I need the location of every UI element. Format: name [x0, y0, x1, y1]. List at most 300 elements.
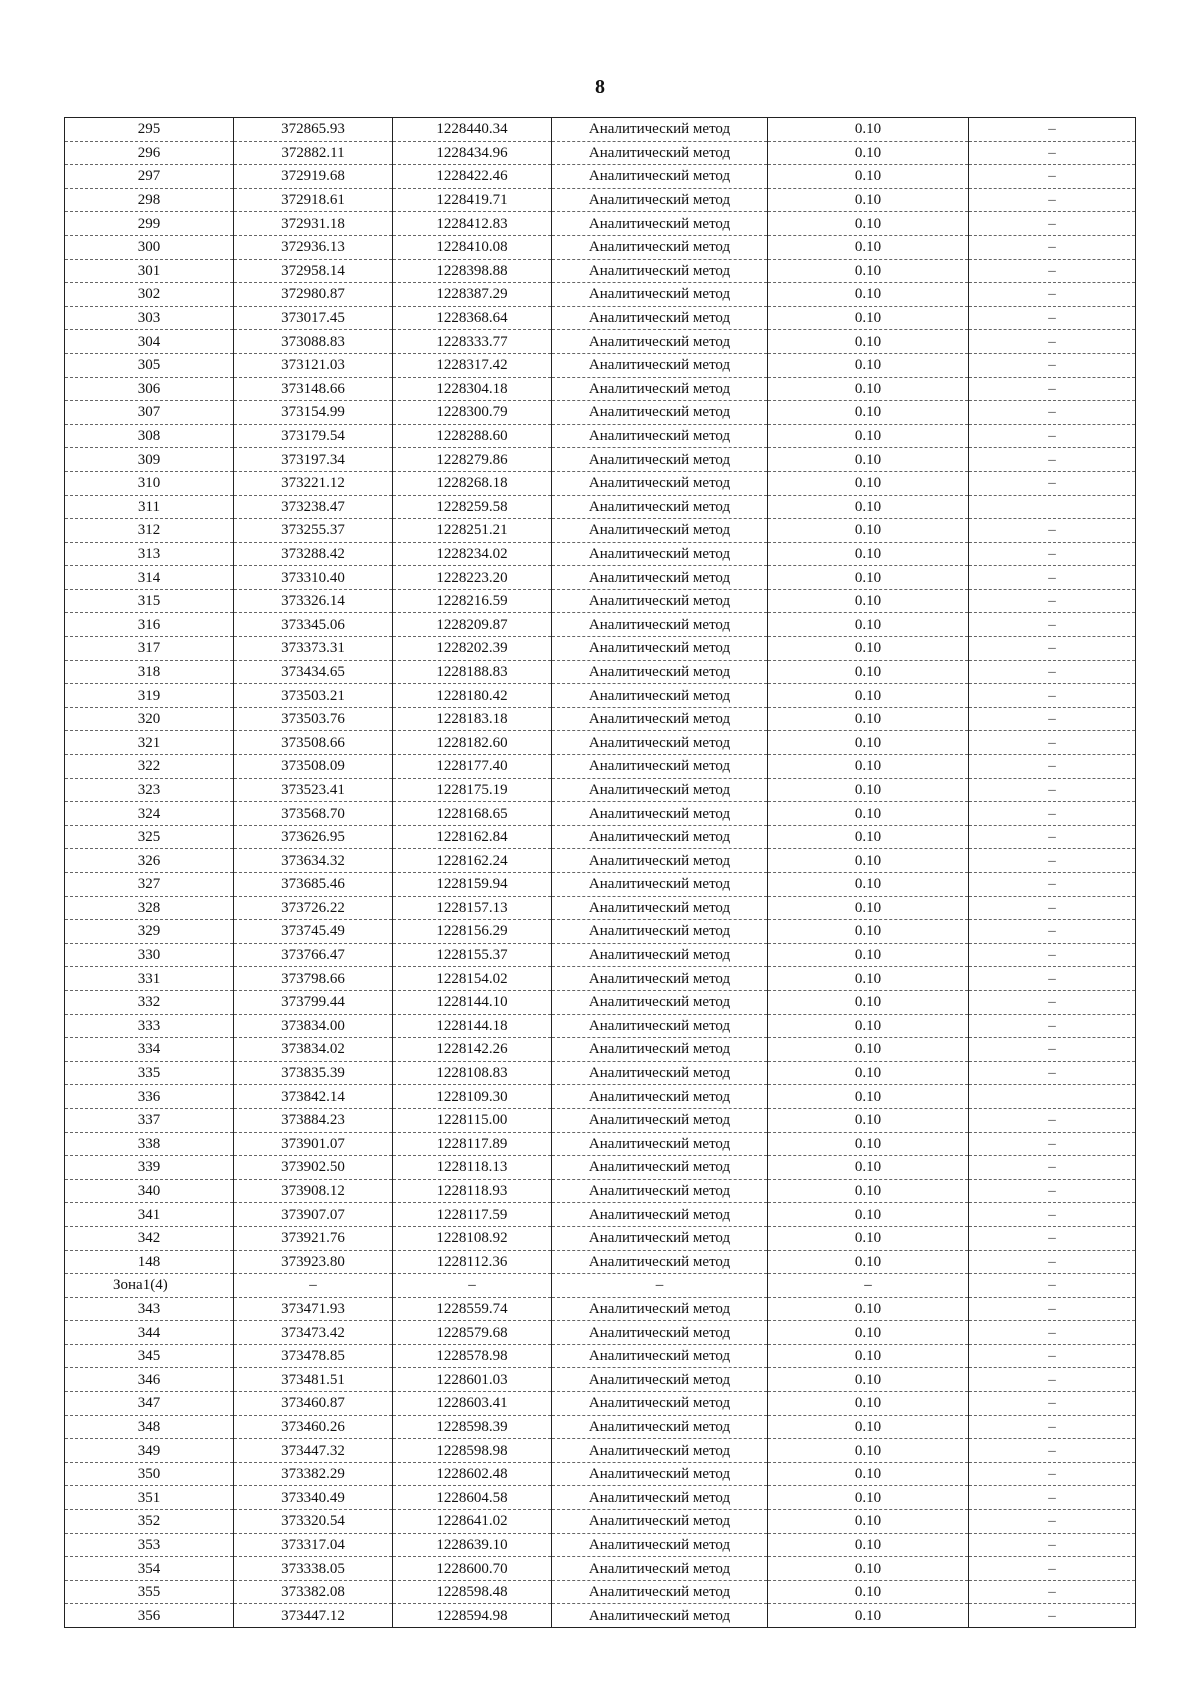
- x-coordinate-cell: 372919.68: [234, 165, 393, 189]
- table-row: [65, 707, 1136, 731]
- y-coordinate-cell: 1228598.39: [393, 1415, 552, 1439]
- method-cell: Аналитический метод: [552, 920, 768, 944]
- point-number-cell: 334: [65, 1038, 234, 1062]
- y-coordinate-cell: 1228216.59: [393, 589, 552, 613]
- description-cell: –: [969, 353, 1136, 377]
- description-cell: –: [969, 1038, 1136, 1062]
- x-coordinate-cell: 373447.32: [234, 1439, 393, 1463]
- point-number-cell: 335: [65, 1061, 234, 1085]
- y-coordinate-cell: 1228410.08: [393, 235, 552, 259]
- point-number-cell: 333: [65, 1014, 234, 1038]
- y-coordinate-cell: 1228183.18: [393, 707, 552, 731]
- table-row: [65, 1250, 1136, 1274]
- y-coordinate-cell: 1228180.42: [393, 684, 552, 708]
- accuracy-cell: 0.10: [768, 1557, 969, 1581]
- table-row: [65, 1533, 1136, 1557]
- y-coordinate-cell: 1228109.30: [393, 1085, 552, 1109]
- accuracy-cell: 0.10: [768, 589, 969, 613]
- y-coordinate-cell: 1228300.79: [393, 401, 552, 425]
- y-coordinate-cell: 1228115.00: [393, 1108, 552, 1132]
- method-cell: Аналитический метод: [552, 330, 768, 354]
- method-cell: Аналитический метод: [552, 542, 768, 566]
- description-cell: –: [969, 1321, 1136, 1345]
- x-coordinate-cell: –: [234, 1274, 393, 1298]
- description-cell: –: [969, 377, 1136, 401]
- method-cell: Аналитический метод: [552, 684, 768, 708]
- point-number-cell: 354: [65, 1557, 234, 1581]
- y-coordinate-cell: 1228639.10: [393, 1533, 552, 1557]
- accuracy-cell: 0.10: [768, 731, 969, 755]
- point-number-cell: 336: [65, 1085, 234, 1109]
- table-row: [65, 589, 1136, 613]
- description-cell: –: [969, 424, 1136, 448]
- x-coordinate-cell: 373902.50: [234, 1156, 393, 1180]
- point-number-cell: 347: [65, 1392, 234, 1416]
- y-coordinate-cell: 1228333.77: [393, 330, 552, 354]
- x-coordinate-cell: 373921.76: [234, 1226, 393, 1250]
- method-cell: Аналитический метод: [552, 566, 768, 590]
- x-coordinate-cell: 372958.14: [234, 259, 393, 283]
- y-coordinate-cell: 1228117.59: [393, 1203, 552, 1227]
- y-coordinate-cell: 1228604.58: [393, 1486, 552, 1510]
- description-cell: –: [969, 1557, 1136, 1581]
- accuracy-cell: 0.10: [768, 353, 969, 377]
- method-cell: Аналитический метод: [552, 990, 768, 1014]
- accuracy-cell: 0.10: [768, 1344, 969, 1368]
- point-number-cell: 325: [65, 825, 234, 849]
- y-coordinate-cell: 1228578.98: [393, 1344, 552, 1368]
- y-coordinate-cell: 1228175.19: [393, 778, 552, 802]
- x-coordinate-cell: 373326.14: [234, 589, 393, 613]
- x-coordinate-cell: 373626.95: [234, 825, 393, 849]
- method-cell: Аналитический метод: [552, 235, 768, 259]
- accuracy-cell: 0.10: [768, 1462, 969, 1486]
- method-cell: Аналитический метод: [552, 1179, 768, 1203]
- description-cell: –: [969, 613, 1136, 637]
- accuracy-cell: 0.10: [768, 1510, 969, 1534]
- x-coordinate-cell: 373901.07: [234, 1132, 393, 1156]
- y-coordinate-cell: 1228598.48: [393, 1580, 552, 1604]
- table-row: [65, 566, 1136, 590]
- point-number-cell: 320: [65, 707, 234, 731]
- table-row: [65, 259, 1136, 283]
- description-cell: –: [969, 1250, 1136, 1274]
- accuracy-cell: 0.10: [768, 778, 969, 802]
- y-coordinate-cell: 1228603.41: [393, 1392, 552, 1416]
- description-cell: –: [969, 1156, 1136, 1180]
- y-coordinate-cell: 1228579.68: [393, 1321, 552, 1345]
- y-coordinate-cell: 1228182.60: [393, 731, 552, 755]
- accuracy-cell: 0.10: [768, 1038, 969, 1062]
- accuracy-cell: 0.10: [768, 1203, 969, 1227]
- accuracy-cell: 0.10: [768, 684, 969, 708]
- accuracy-cell: 0.10: [768, 519, 969, 543]
- y-coordinate-cell: 1228412.83: [393, 212, 552, 236]
- y-coordinate-cell: 1228598.98: [393, 1439, 552, 1463]
- x-coordinate-cell: 373154.99: [234, 401, 393, 425]
- point-number-cell: 302: [65, 283, 234, 307]
- table-row: [65, 283, 1136, 307]
- table-row: [65, 849, 1136, 873]
- method-cell: Аналитический метод: [552, 353, 768, 377]
- y-coordinate-cell: 1228108.83: [393, 1061, 552, 1085]
- point-number-cell: 310: [65, 471, 234, 495]
- method-cell: Аналитический метод: [552, 306, 768, 330]
- y-coordinate-cell: 1228202.39: [393, 637, 552, 661]
- description-cell: –: [969, 1344, 1136, 1368]
- description-cell: –: [969, 1580, 1136, 1604]
- point-number-cell: 309: [65, 448, 234, 472]
- accuracy-cell: 0.10: [768, 967, 969, 991]
- table-row: [65, 943, 1136, 967]
- method-cell: Аналитический метод: [552, 1486, 768, 1510]
- description-cell: –: [969, 1439, 1136, 1463]
- method-cell: Аналитический метод: [552, 1557, 768, 1581]
- page-number: 8: [595, 76, 605, 98]
- point-number-cell: 338: [65, 1132, 234, 1156]
- method-cell: Аналитический метод: [552, 1085, 768, 1109]
- accuracy-cell: 0.10: [768, 495, 969, 519]
- accuracy-cell: 0.10: [768, 188, 969, 212]
- point-number-cell: 311: [65, 495, 234, 519]
- point-number-cell: 305: [65, 353, 234, 377]
- table-row: [65, 802, 1136, 826]
- method-cell: Аналитический метод: [552, 849, 768, 873]
- accuracy-cell: 0.10: [768, 990, 969, 1014]
- method-cell: Аналитический метод: [552, 802, 768, 826]
- x-coordinate-cell: 372936.13: [234, 235, 393, 259]
- x-coordinate-cell: 373508.66: [234, 731, 393, 755]
- description-cell: –: [969, 401, 1136, 425]
- point-number-cell: 348: [65, 1415, 234, 1439]
- point-number-cell: 314: [65, 566, 234, 590]
- method-cell: Аналитический метод: [552, 1392, 768, 1416]
- table-row: [65, 235, 1136, 259]
- accuracy-cell: 0.10: [768, 330, 969, 354]
- accuracy-cell: 0.10: [768, 1321, 969, 1345]
- x-coordinate-cell: 373908.12: [234, 1179, 393, 1203]
- method-cell: Аналитический метод: [552, 259, 768, 283]
- table-row: [65, 401, 1136, 425]
- x-coordinate-cell: 373503.21: [234, 684, 393, 708]
- table-row: [65, 1297, 1136, 1321]
- point-number-cell: 345: [65, 1344, 234, 1368]
- method-cell: Аналитический метод: [552, 1439, 768, 1463]
- method-cell: Аналитический метод: [552, 212, 768, 236]
- x-coordinate-cell: 372931.18: [234, 212, 393, 236]
- description-cell: –: [969, 1274, 1136, 1298]
- table-row: [65, 1321, 1136, 1345]
- x-coordinate-cell: 373310.40: [234, 566, 393, 590]
- table-row: [65, 306, 1136, 330]
- table-row: [65, 188, 1136, 212]
- table-row: [65, 1108, 1136, 1132]
- y-coordinate-cell: 1228162.24: [393, 849, 552, 873]
- method-cell: Аналитический метод: [552, 1203, 768, 1227]
- y-coordinate-cell: 1228188.83: [393, 660, 552, 684]
- point-number-cell: 322: [65, 755, 234, 779]
- x-coordinate-cell: 373842.14: [234, 1085, 393, 1109]
- y-coordinate-cell: 1228594.98: [393, 1604, 552, 1628]
- x-coordinate-cell: 373088.83: [234, 330, 393, 354]
- y-coordinate-cell: 1228602.48: [393, 1462, 552, 1486]
- y-coordinate-cell: 1228268.18: [393, 471, 552, 495]
- method-cell: Аналитический метод: [552, 589, 768, 613]
- x-coordinate-cell: 373923.80: [234, 1250, 393, 1274]
- x-coordinate-cell: 373834.00: [234, 1014, 393, 1038]
- table-row: [65, 873, 1136, 897]
- description-cell: –: [969, 778, 1136, 802]
- accuracy-cell: 0.10: [768, 613, 969, 637]
- accuracy-cell: 0.10: [768, 755, 969, 779]
- point-number-cell: 317: [65, 637, 234, 661]
- table-row: [65, 519, 1136, 543]
- point-number-cell: 298: [65, 188, 234, 212]
- point-number-cell: 296: [65, 141, 234, 165]
- point-number-cell: 353: [65, 1533, 234, 1557]
- table-row: [65, 1132, 1136, 1156]
- point-number-cell: 301: [65, 259, 234, 283]
- accuracy-cell: 0.10: [768, 1179, 969, 1203]
- point-number-cell: 341: [65, 1203, 234, 1227]
- accuracy-cell: 0.10: [768, 896, 969, 920]
- description-cell: –: [969, 471, 1136, 495]
- description-cell: –: [969, 920, 1136, 944]
- point-number-cell: 326: [65, 849, 234, 873]
- method-cell: Аналитический метод: [552, 1250, 768, 1274]
- x-coordinate-cell: 372865.93: [234, 118, 393, 142]
- x-coordinate-cell: 373340.49: [234, 1486, 393, 1510]
- table-row: [65, 448, 1136, 472]
- description-cell: –: [969, 1368, 1136, 1392]
- method-cell: Аналитический метод: [552, 755, 768, 779]
- description-cell: –: [969, 731, 1136, 755]
- table-row: [65, 1604, 1136, 1628]
- description-cell: –: [969, 1510, 1136, 1534]
- y-coordinate-cell: 1228317.42: [393, 353, 552, 377]
- accuracy-cell: 0.10: [768, 1061, 969, 1085]
- table-row: [65, 1462, 1136, 1486]
- x-coordinate-cell: 373508.09: [234, 755, 393, 779]
- method-cell: Аналитический метод: [552, 660, 768, 684]
- coordinates-table-body: [65, 118, 1136, 1628]
- point-number-cell: 356: [65, 1604, 234, 1628]
- x-coordinate-cell: 373179.54: [234, 424, 393, 448]
- point-number-cell: 319: [65, 684, 234, 708]
- table-row: [65, 1274, 1136, 1298]
- method-cell: Аналитический метод: [552, 1580, 768, 1604]
- x-coordinate-cell: 373473.42: [234, 1321, 393, 1345]
- description-cell: –: [969, 873, 1136, 897]
- point-number-cell: 346: [65, 1368, 234, 1392]
- y-coordinate-cell: 1228422.46: [393, 165, 552, 189]
- y-coordinate-cell: 1228398.88: [393, 259, 552, 283]
- y-coordinate-cell: 1228118.13: [393, 1156, 552, 1180]
- point-number-cell: 329: [65, 920, 234, 944]
- description-cell: –: [969, 448, 1136, 472]
- accuracy-cell: 0.10: [768, 1108, 969, 1132]
- method-cell: Аналитический метод: [552, 943, 768, 967]
- y-coordinate-cell: 1228159.94: [393, 873, 552, 897]
- x-coordinate-cell: 373523.41: [234, 778, 393, 802]
- method-cell: Аналитический метод: [552, 118, 768, 142]
- y-coordinate-cell: 1228251.21: [393, 519, 552, 543]
- method-cell: Аналитический метод: [552, 1108, 768, 1132]
- accuracy-cell: 0.10: [768, 1085, 969, 1109]
- description-cell: –: [969, 283, 1136, 307]
- method-cell: Аналитический метод: [552, 1344, 768, 1368]
- description-cell: –: [969, 330, 1136, 354]
- accuracy-cell: 0.10: [768, 401, 969, 425]
- table-row: [65, 990, 1136, 1014]
- description-cell: –: [969, 967, 1136, 991]
- description-cell: [969, 495, 1136, 519]
- table-row: [65, 778, 1136, 802]
- x-coordinate-cell: 373017.45: [234, 306, 393, 330]
- x-coordinate-cell: 373460.26: [234, 1415, 393, 1439]
- method-cell: Аналитический метод: [552, 1368, 768, 1392]
- method-cell: Аналитический метод: [552, 1014, 768, 1038]
- table-row: [65, 330, 1136, 354]
- y-coordinate-cell: 1228162.84: [393, 825, 552, 849]
- description-cell: –: [969, 755, 1136, 779]
- point-number-cell: 295: [65, 118, 234, 142]
- y-coordinate-cell: 1228259.58: [393, 495, 552, 519]
- point-number-cell: 304: [65, 330, 234, 354]
- table-row: [65, 755, 1136, 779]
- method-cell: Аналитический метод: [552, 495, 768, 519]
- table-row: [65, 353, 1136, 377]
- y-coordinate-cell: 1228419.71: [393, 188, 552, 212]
- table-row: [65, 1156, 1136, 1180]
- x-coordinate-cell: 373503.76: [234, 707, 393, 731]
- accuracy-cell: 0.10: [768, 1014, 969, 1038]
- x-coordinate-cell: 373382.29: [234, 1462, 393, 1486]
- y-coordinate-cell: 1228168.65: [393, 802, 552, 826]
- description-cell: –: [969, 1297, 1136, 1321]
- table-row: [65, 1226, 1136, 1250]
- accuracy-cell: 0.10: [768, 141, 969, 165]
- method-cell: Аналитический метод: [552, 519, 768, 543]
- accuracy-cell: 0.10: [768, 920, 969, 944]
- description-cell: –: [969, 589, 1136, 613]
- table-row: [65, 1368, 1136, 1392]
- description-cell: –: [969, 1226, 1136, 1250]
- accuracy-cell: 0.10: [768, 660, 969, 684]
- point-number-cell: 327: [65, 873, 234, 897]
- method-cell: Аналитический метод: [552, 165, 768, 189]
- table-row: [65, 731, 1136, 755]
- method-cell: Аналитический метод: [552, 825, 768, 849]
- y-coordinate-cell: –: [393, 1274, 552, 1298]
- accuracy-cell: 0.10: [768, 802, 969, 826]
- table-row: [65, 1392, 1136, 1416]
- y-coordinate-cell: 1228304.18: [393, 377, 552, 401]
- accuracy-cell: 0.10: [768, 1297, 969, 1321]
- description-cell: –: [969, 188, 1136, 212]
- method-cell: Аналитический метод: [552, 1510, 768, 1534]
- point-number-cell: 332: [65, 990, 234, 1014]
- point-number-cell: 352: [65, 1510, 234, 1534]
- accuracy-cell: 0.10: [768, 448, 969, 472]
- description-cell: –: [969, 1108, 1136, 1132]
- description-cell: –: [969, 1061, 1136, 1085]
- description-cell: –: [969, 1392, 1136, 1416]
- point-number-cell: 308: [65, 424, 234, 448]
- table-row: [65, 684, 1136, 708]
- x-coordinate-cell: 373317.04: [234, 1533, 393, 1557]
- method-cell: Аналитический метод: [552, 873, 768, 897]
- point-number-cell: 323: [65, 778, 234, 802]
- method-cell: Аналитический метод: [552, 283, 768, 307]
- accuracy-cell: 0.10: [768, 1533, 969, 1557]
- x-coordinate-cell: 373148.66: [234, 377, 393, 401]
- accuracy-cell: 0.10: [768, 1415, 969, 1439]
- description-cell: –: [969, 566, 1136, 590]
- description-cell: –: [969, 707, 1136, 731]
- accuracy-cell: 0.10: [768, 212, 969, 236]
- table-row: [65, 825, 1136, 849]
- method-cell: Аналитический метод: [552, 1415, 768, 1439]
- x-coordinate-cell: 373634.32: [234, 849, 393, 873]
- y-coordinate-cell: 1228601.03: [393, 1368, 552, 1392]
- y-coordinate-cell: 1228156.29: [393, 920, 552, 944]
- table-row: [65, 1486, 1136, 1510]
- description-cell: –: [969, 684, 1136, 708]
- point-number-cell: 299: [65, 212, 234, 236]
- point-number-cell: 328: [65, 896, 234, 920]
- y-coordinate-cell: 1228600.70: [393, 1557, 552, 1581]
- x-coordinate-cell: 372918.61: [234, 188, 393, 212]
- accuracy-cell: 0.10: [768, 566, 969, 590]
- y-coordinate-cell: 1228279.86: [393, 448, 552, 472]
- method-cell: Аналитический метод: [552, 1038, 768, 1062]
- table-row: [65, 1203, 1136, 1227]
- x-coordinate-cell: 373745.49: [234, 920, 393, 944]
- y-coordinate-cell: 1228223.20: [393, 566, 552, 590]
- table-row: [65, 542, 1136, 566]
- y-coordinate-cell: 1228641.02: [393, 1510, 552, 1534]
- accuracy-cell: 0.10: [768, 873, 969, 897]
- description-cell: –: [969, 802, 1136, 826]
- point-number-cell: 337: [65, 1108, 234, 1132]
- accuracy-cell: 0.10: [768, 1392, 969, 1416]
- x-coordinate-cell: 373471.93: [234, 1297, 393, 1321]
- point-number-cell: 303: [65, 306, 234, 330]
- table-row: [65, 1038, 1136, 1062]
- description-cell: –: [969, 1203, 1136, 1227]
- point-number-cell: 312: [65, 519, 234, 543]
- method-cell: Аналитический метод: [552, 141, 768, 165]
- point-number-cell: 331: [65, 967, 234, 991]
- x-coordinate-cell: 373382.08: [234, 1580, 393, 1604]
- description-cell: –: [969, 637, 1136, 661]
- table-row: [65, 1557, 1136, 1581]
- point-number-cell: 343: [65, 1297, 234, 1321]
- table-row: [65, 377, 1136, 401]
- x-coordinate-cell: 373447.12: [234, 1604, 393, 1628]
- table-row: [65, 495, 1136, 519]
- table-row: [65, 424, 1136, 448]
- description-cell: –: [969, 990, 1136, 1014]
- accuracy-cell: 0.10: [768, 471, 969, 495]
- method-cell: Аналитический метод: [552, 731, 768, 755]
- table-row: [65, 660, 1136, 684]
- accuracy-cell: 0.10: [768, 235, 969, 259]
- table-row: [65, 1510, 1136, 1534]
- description-cell: –: [969, 1415, 1136, 1439]
- accuracy-cell: 0.10: [768, 424, 969, 448]
